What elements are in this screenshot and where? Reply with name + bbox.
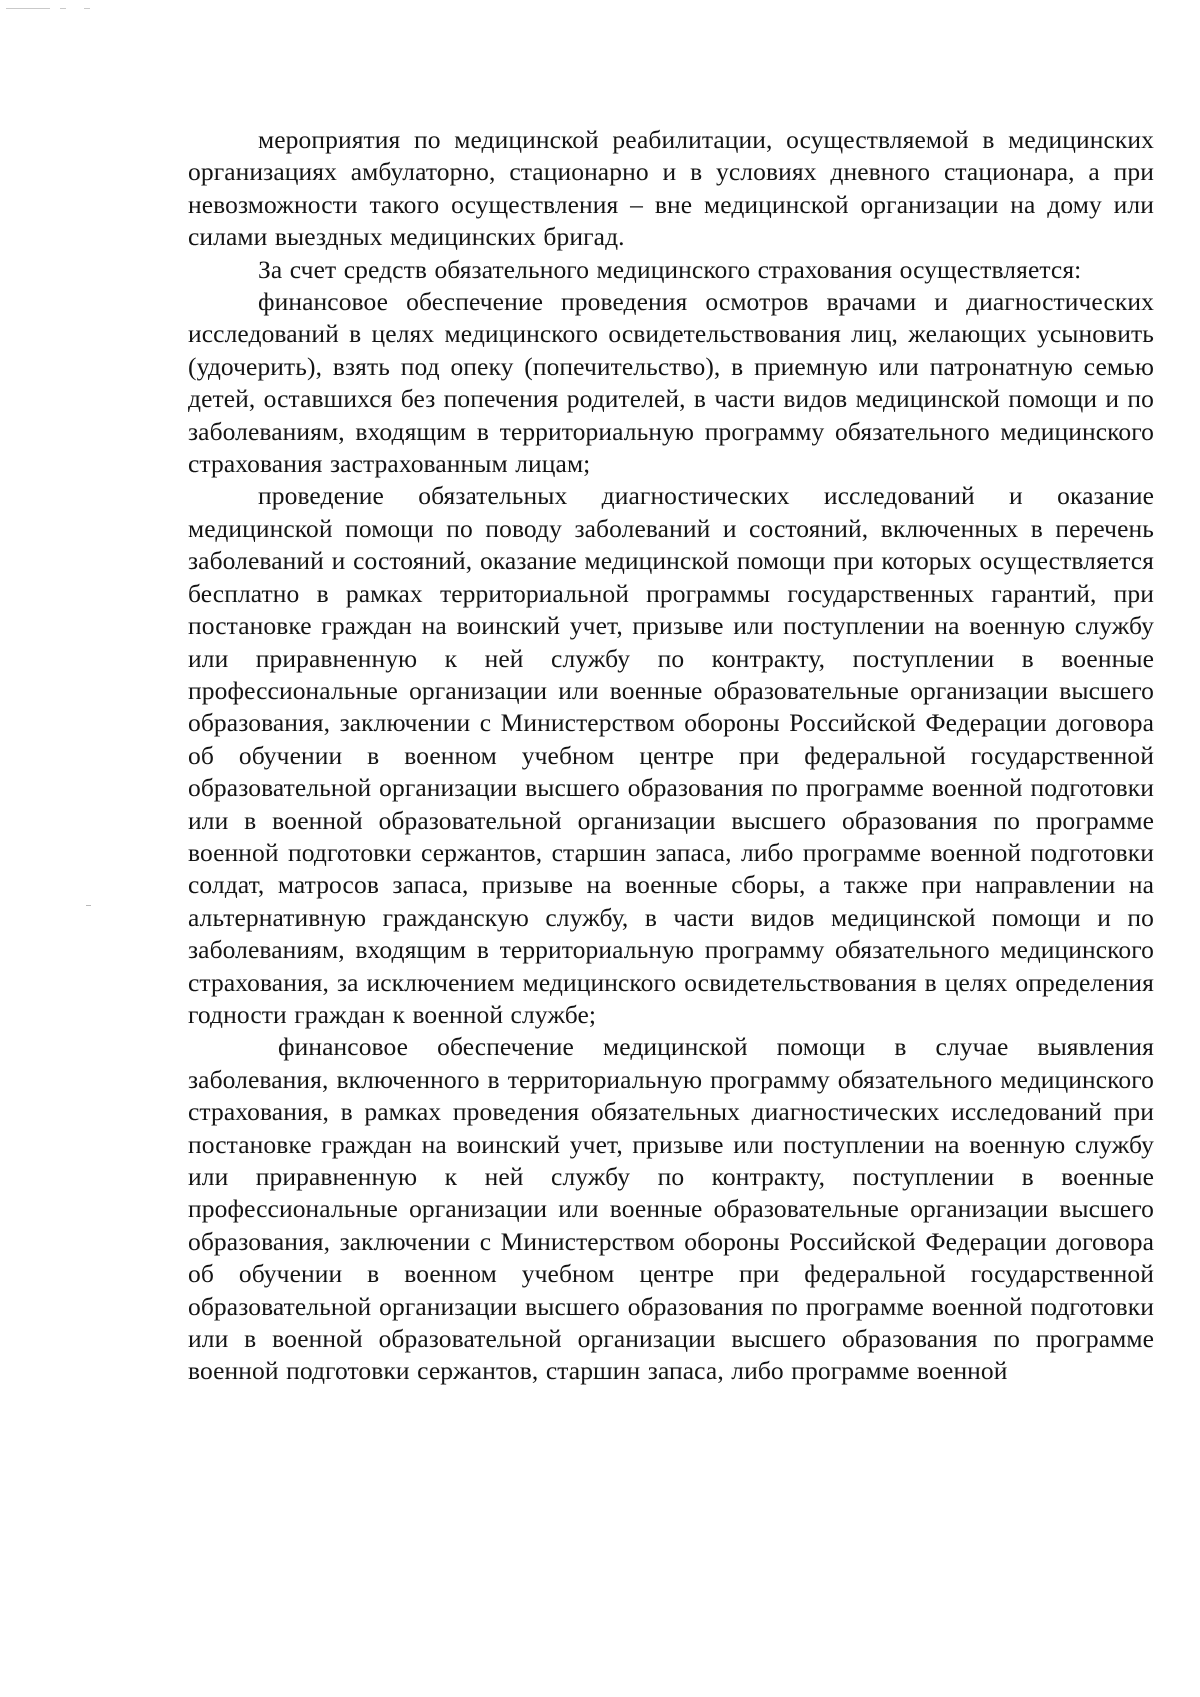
document-body: [188, 124, 1154, 1388]
scan-artifact: [60, 8, 66, 9]
scan-artifact: [6, 8, 50, 9]
paragraph-rehabilitation: мероприятия по медицинской реабилитации, осуществляемой в медицинских организациях амбулаторно, стационарно и в условиях дневного стационара, а при невозможности такого осуществления – вне медицинской организации на дому или силами выездных медицинских бригад.: [188, 125, 1154, 252]
paragraph-military-diagnostics: проведение обязательных диагностических исследований и оказание медицинской помощи по поводу заболеваний и состояний, включенных в перечень заболеваний и состояний, оказание медицинской помощи при которых осуществляется бесплатно в рамках территориальной программы государственных гарантий, при постановке граждан на воинский учет, призыве или поступлении на военную службу или приравненную к ней службу по контракту, поступлении в военные профессиональные организации или военные образовательные организации высшего образования, заключении с Министерством обороны Российской Федерации договора об обучении в военном учебном центре при федеральной государственной образовательной организации высшего образования по программе военной подготовки или в военной образовательной организации высшего образования по программе военной подготовки сержантов, старшин запаса, либо программе военной подготовки солдат, матросов запаса, призыве на военные сборы, а также при направлении на альтернативную гражданскую службу, в части видов медицинской помощи и по заболеваниям, входящим в территориальную программу обязательного медицинского страхования, за исключением медицинского освидетельствования в целях определения годности граждан к военной службе;: [188, 481, 1154, 1029]
paragraph-adoption-exams: финансовое обеспечение проведения осмотров врачами и диагностических исследований в целях медицинского освидетельствования лиц, желающих усыновить (удочерить), взять под опеку (попечительство), в приемную или патронатную семью детей, оставшихся без попечения родителей, в части видов медицинской помощи и по заболеваниям, входящим в территориальную программу обязательного медицинского страхования застрахованным лицам;: [188, 287, 1154, 479]
paragraph-military-financing: финансовое обеспечение медицинской помощи в случае выявления заболевания, включенного в территориальную программу обязательного медицинского страхования, в рамках проведения обязательных диагностических исследований при постановке граждан на воинский учет, призыве или поступлении на военную службу или приравненную к ней службу по контракту, поступлении в военные профессиональные организации или военные образовательные организации высшего образования, заключении с Министерством обороны Российской Федерации договора об обучении в военном учебном центре при федеральной государственной образовательной организации высшего образования по программе военной подготовки или в военной образовательной организации высшего образования по программе военной подготовки сержантов, старшин запаса, либо программе военной: [188, 1032, 1154, 1386]
paragraph-oms-intro: За счет средств обязательного медицинского страхования осуществляется:: [258, 254, 1082, 284]
scan-artifact: [84, 8, 90, 9]
scan-artifact: [86, 905, 91, 906]
